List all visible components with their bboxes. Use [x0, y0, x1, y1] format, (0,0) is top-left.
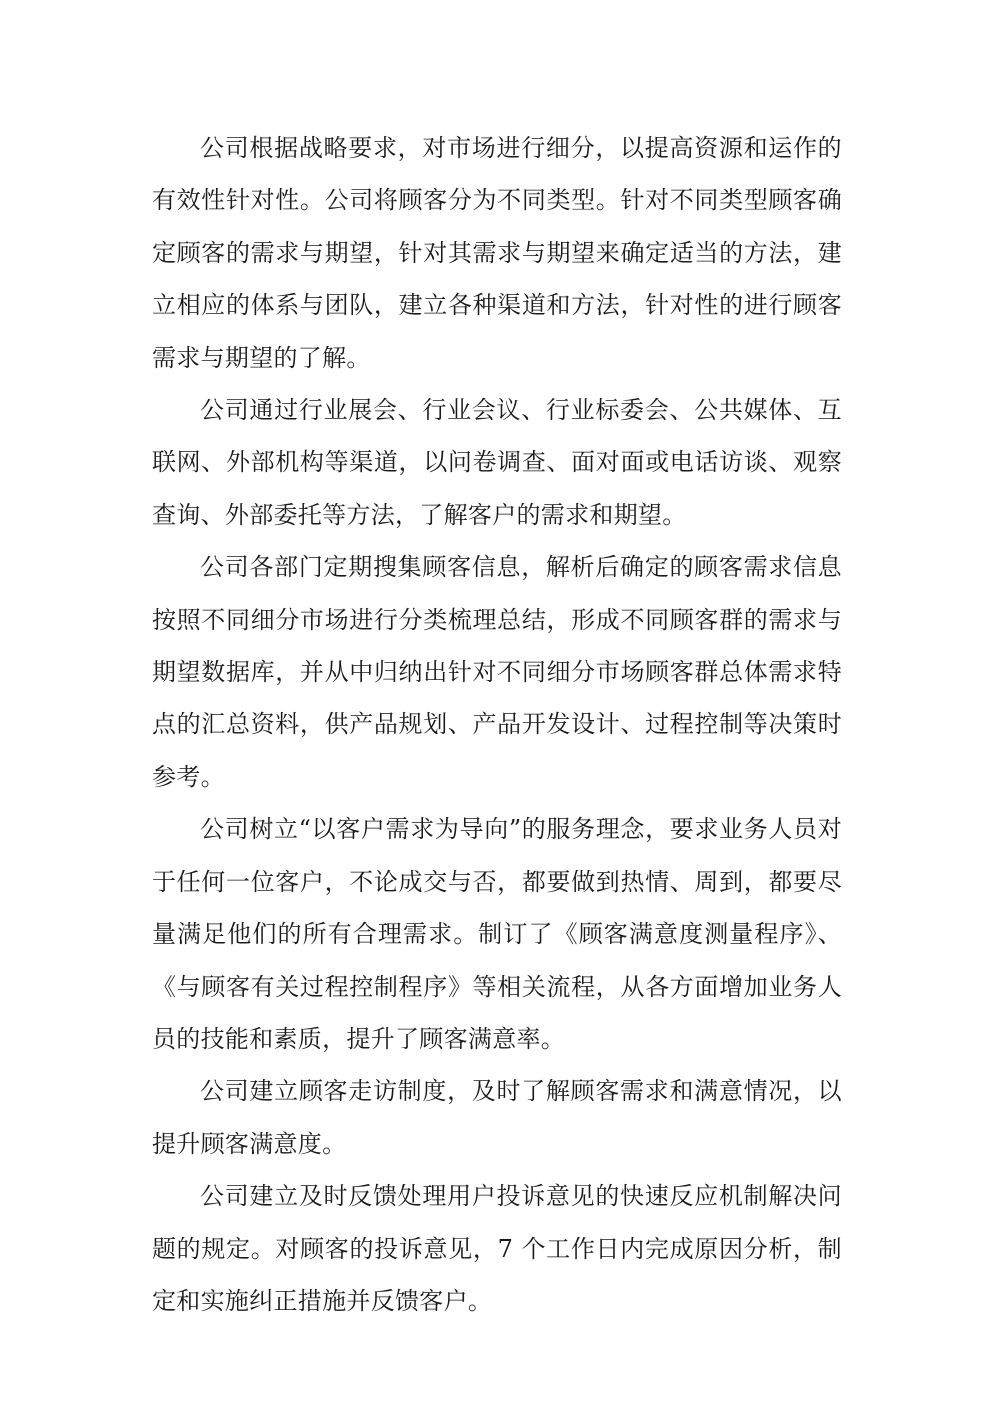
paragraph-market-segmentation: 公司根据战略要求，对市场进行细分，以提高资源和运作的有效性针对性。公司将顾客分为不同类型。针对不同类型顾客确定顾客的需求与期望，针对其需求与期望来确定适当的方法，建立相应的体系与团队，建立各种渠道和方法，针对性的进行顾客需求与期望的了解。 [152, 134, 842, 372]
paragraph-information-collection: 公司各部门定期搜集顾客信息，解析后确定的顾客需求信息按照不同细分市场进行分类梳理总结，形成不同顾客群的需求与期望数据库，并从中归纳出针对不同细分市场顾客群总体需求特点的汇总资料，供产品规划、产品开发设计、过程控制等决策时参考。 [152, 553, 842, 791]
paragraph-service-philosophy: 公司树立“以客户需求为导向”的服务理念，要求业务人员对于任何一位客户，不论成交与否，都要做到热情、周到，都要尽量满足他们的所有合理需求。制订了《顾客满意度测量程序》、《与顾客有关过程控制程序》等相关流程，从各方面增加业务人员的技能和素质，提升了顾客满意率。 [152, 815, 842, 1053]
paragraph-channels: 公司通过行业展会、行业会议、行业标委会、公共媒体、互联网、外部机构等渠道，以问卷调查、面对面或电话访谈、观察查询、外部委托等方法，了解客户的需求和期望。 [152, 396, 842, 529]
paragraph-visit-system: 公司建立顾客走访制度，及时了解顾客需求和满意情况，以提升顾客满意度。 [152, 1077, 842, 1158]
paragraph-complaint-handling: 公司建立及时反馈处理用户投诉意见的快速反应机制解决问题的规定。对顾客的投诉意见，7 个工作日内完成原因分析，制定和实施纠正措施并反馈客户。 [152, 1182, 842, 1315]
document-body [152, 122, 842, 1327]
